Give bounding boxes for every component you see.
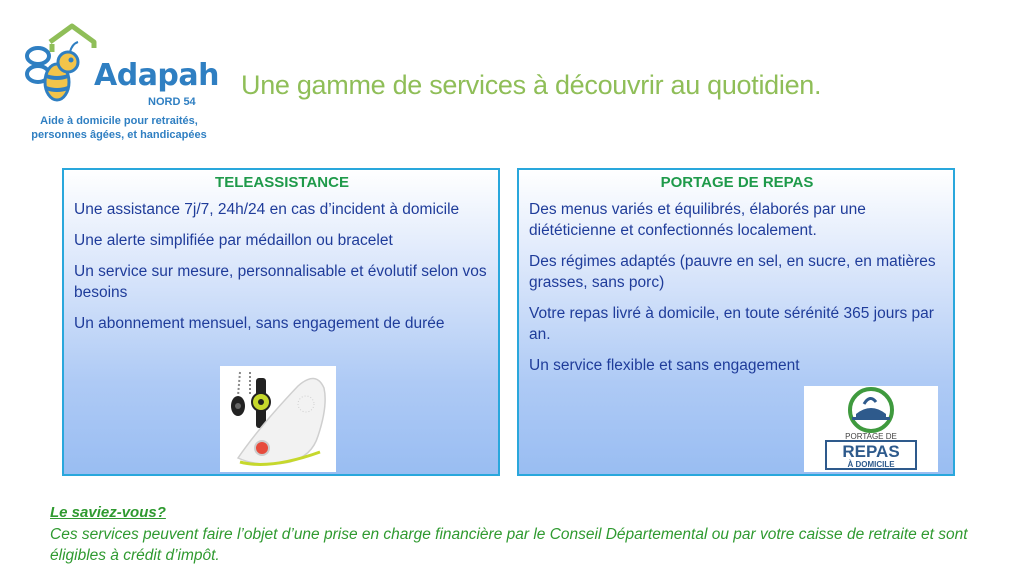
list-item: Un service sur mesure, personnalisable et évolutif selon vos besoins (74, 263, 487, 301)
logo-name: Adapah (94, 58, 220, 93)
logo-region: NORD 54 (148, 96, 196, 108)
list-item: Des menus variés et équilibrés, élaborés par une diététicienne et confectionnés localement. (529, 201, 866, 239)
teleassistance-card (62, 168, 500, 476)
bee-house-icon (24, 22, 104, 118)
company-logo (24, 22, 220, 146)
teleassistance-title: TELEASSISTANCE (215, 174, 349, 191)
portage-card (517, 168, 955, 476)
teleassistance-device-image (220, 366, 336, 472)
portage-logo-top-text: PORTAGE DE (845, 432, 897, 441)
portage-title: PORTAGE DE REPAS (660, 174, 814, 191)
portage-logo-bottom-text: À DOMICILE (847, 460, 895, 469)
list-item: Un abonnement mensuel, sans engagement de durée (74, 315, 445, 332)
footer-text: Ces services peuvent faire l’objet d’une prise en charge financière par le Conseil Départemental ou par votre caisse de retraite et sont éligibles à crédit d’impôt. (50, 526, 968, 564)
portage-logo-main-text: REPAS (842, 442, 900, 461)
teleassistance-list (74, 199, 490, 334)
list-item: Des régimes adaptés (pauvre en sel, en sucre, en matières grasses, sans porc) (529, 253, 936, 291)
list-item: Une alerte simplifiée par médaillon ou bracelet (74, 232, 393, 249)
logo-tagline-line2: personnes âgées, et handicapées (31, 129, 207, 141)
logo-tagline-line1: Aide à domicile pour retraités, (40, 115, 198, 127)
info-footer (50, 504, 1000, 566)
logo-tagline (24, 114, 214, 142)
portage-repas-logo (804, 386, 938, 472)
slide-title: Une gamme de services à découvrir au quotidien. (241, 70, 822, 100)
list-item: Une assistance 7j/7, 24h/24 en cas d’incident à domicile (74, 201, 460, 218)
list-item: Un service flexible et sans engagement (529, 357, 800, 374)
list-item: Votre repas livré à domicile, en toute sérénité 365 jours par an. (529, 305, 934, 343)
portage-list (529, 199, 945, 376)
footer-question: Le saviez-vous? (50, 504, 166, 521)
